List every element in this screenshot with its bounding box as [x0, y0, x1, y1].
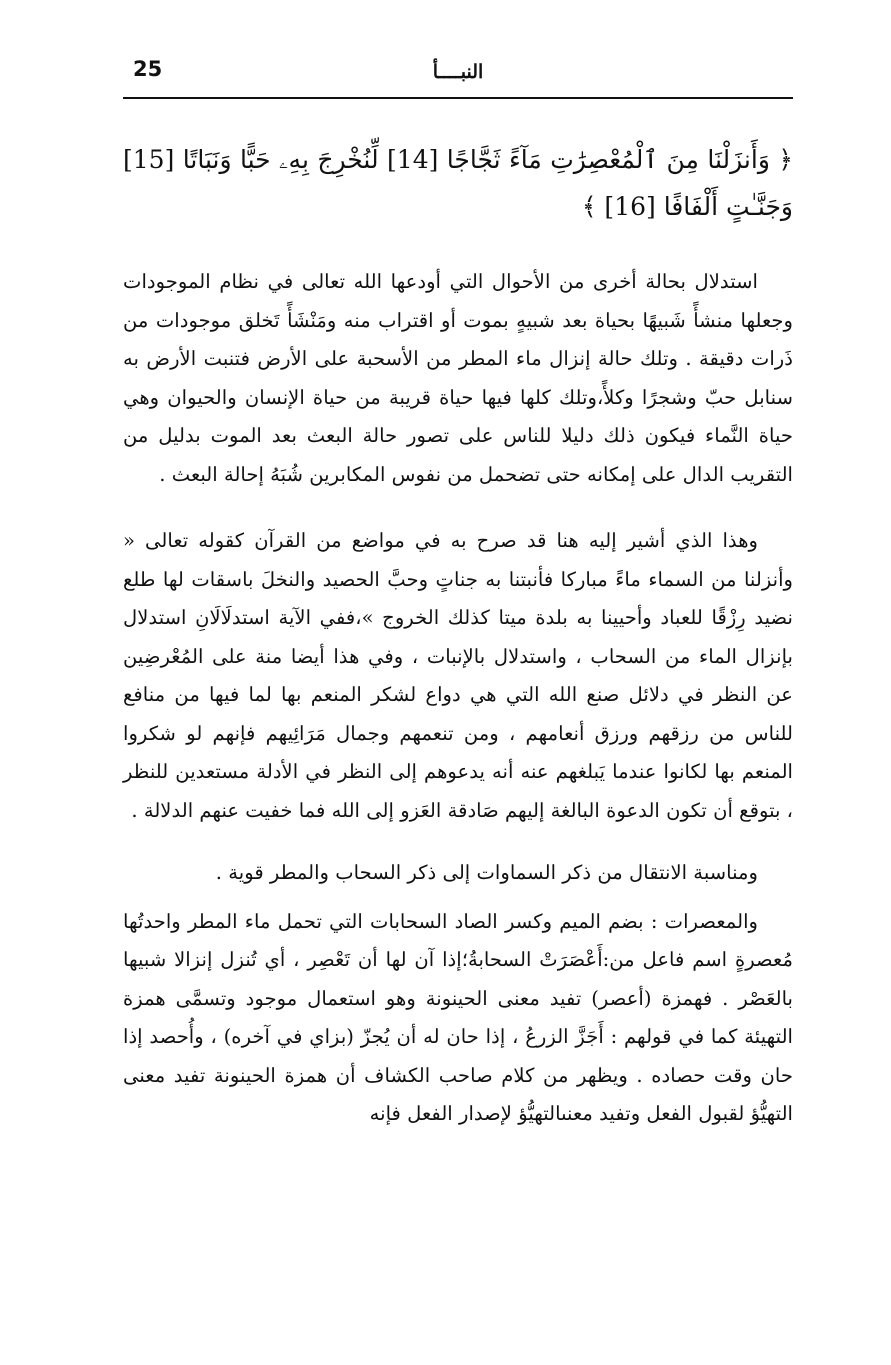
- paragraph-inference: استدلال بحالة أخرى من الأحوال التي أودعها الله تعالى في نظام الموجودات وجعلها منشأً شَبيهًا بحياة بعد شبيهٍ بموت أو اقتراب منه ومَنْشَأً تَخلق موجودات من ذَرات دقيقة . وتلك حالة إنزال ماء المطر من الأسحبة على الأرض فتنبت الأرض به سنابل حبّ وشجرًا وكلأً،وتلك كلها فيها حياة قريبة من حياة الإنسان والحيوان وهي حياة النَّماء فيكون ذلك دليلا للناس على تصور حالة البعث بعد الموت بدليل من التقريب الدال على إمكانه حتى تضحمل من نفوس المكابرين شُبَهُ إحالة البعث .: [123, 270, 793, 486]
- paragraph-definition: والمعصرات : بضم الميم وكسر الصاد السحابات التي تحمل ماء المطر واحدتُها مُعصرةٍ اسم فاعل من:أَعْصَرَتْ السحابةُ؛إذا آن لها أن تَعْصِر ، أي تُنزل إنزالا شبيها بالعَصْر . فهمزة (أعصر) تفيد معنى الحينونة وهو استعمال موجود وتسمَّى همزة التهيئة كما في قولهم : أَجَزَّ الزرعُ ، إذا حان له أن يُجزّ (بزاي في آخره) ، وأُحصد إذا حان وقت حصاده . ويظهر من كلام صاحب الكشاف أن همزة الحينونة تفيد معنى التهيُّؤ لقبول الفعل وتفيد معنىالتهيُّؤ لإصدار الفعل فإنه: [123, 909, 793, 1125]
- page-header: [123, 55, 793, 99]
- quran-verse: ﴿ وَأَنزَلْنَا مِنَ ٱلْمُعْصِرَٰتِ مَآءً ثَجَّاجًا [14] لِّنُخْرِجَ بِهِۦ حَبًّا وَنَبَاتًا [15] وَجَنَّـٰتٍ أَلْفَافًا [16] ﴾: [123, 145, 793, 221]
- page: [123, 55, 793, 1134]
- paragraph-transition: ومناسبة الانتقال من ذكر السماوات إلى ذكر السحاب والمطر قوية .: [215, 861, 758, 884]
- paragraph-quran-reference: وهذا الذي أشير إليه هنا قد صرح به في مواضع من القرآن كقوله تعالى « وأنزلنا من السماء ماءً مباركا فأنبتنا به جناتٍ وحبَّ الحصيد والنخلَ باسقات لها طلع نضيد رِزْقًا للعباد وأحيينا به بلدة ميتا كذلك الخروج »،ففي الآية استدلَالَانِ استدلال بإنزال الماء من السحاب ، واستدلال بالإنبات ، وفي هذا أيضا منة على المُعْرضِين عن النظر في دلائل صنع الله التي هي دواع لشكر المنعم بها لما فيها من منافع للناس من رزقهم ورزق أنعامهم ، ومن تنعمهم وجمال مَرَائِيهم فإنهم لو شكروا المنعم بها لكانوا عندما يَبلغهم عنه أنه يدعوهم إلى النظر في الأدلة مستعدين للنظر ، بتوقع أن تكون الدعوة البالغة إليهم صَادقة العَزو إلى الله فما خفيت عنهم الدلالة .: [123, 529, 793, 822]
- running-title: النبــــأ: [432, 61, 484, 83]
- page-number: 25: [133, 57, 163, 81]
